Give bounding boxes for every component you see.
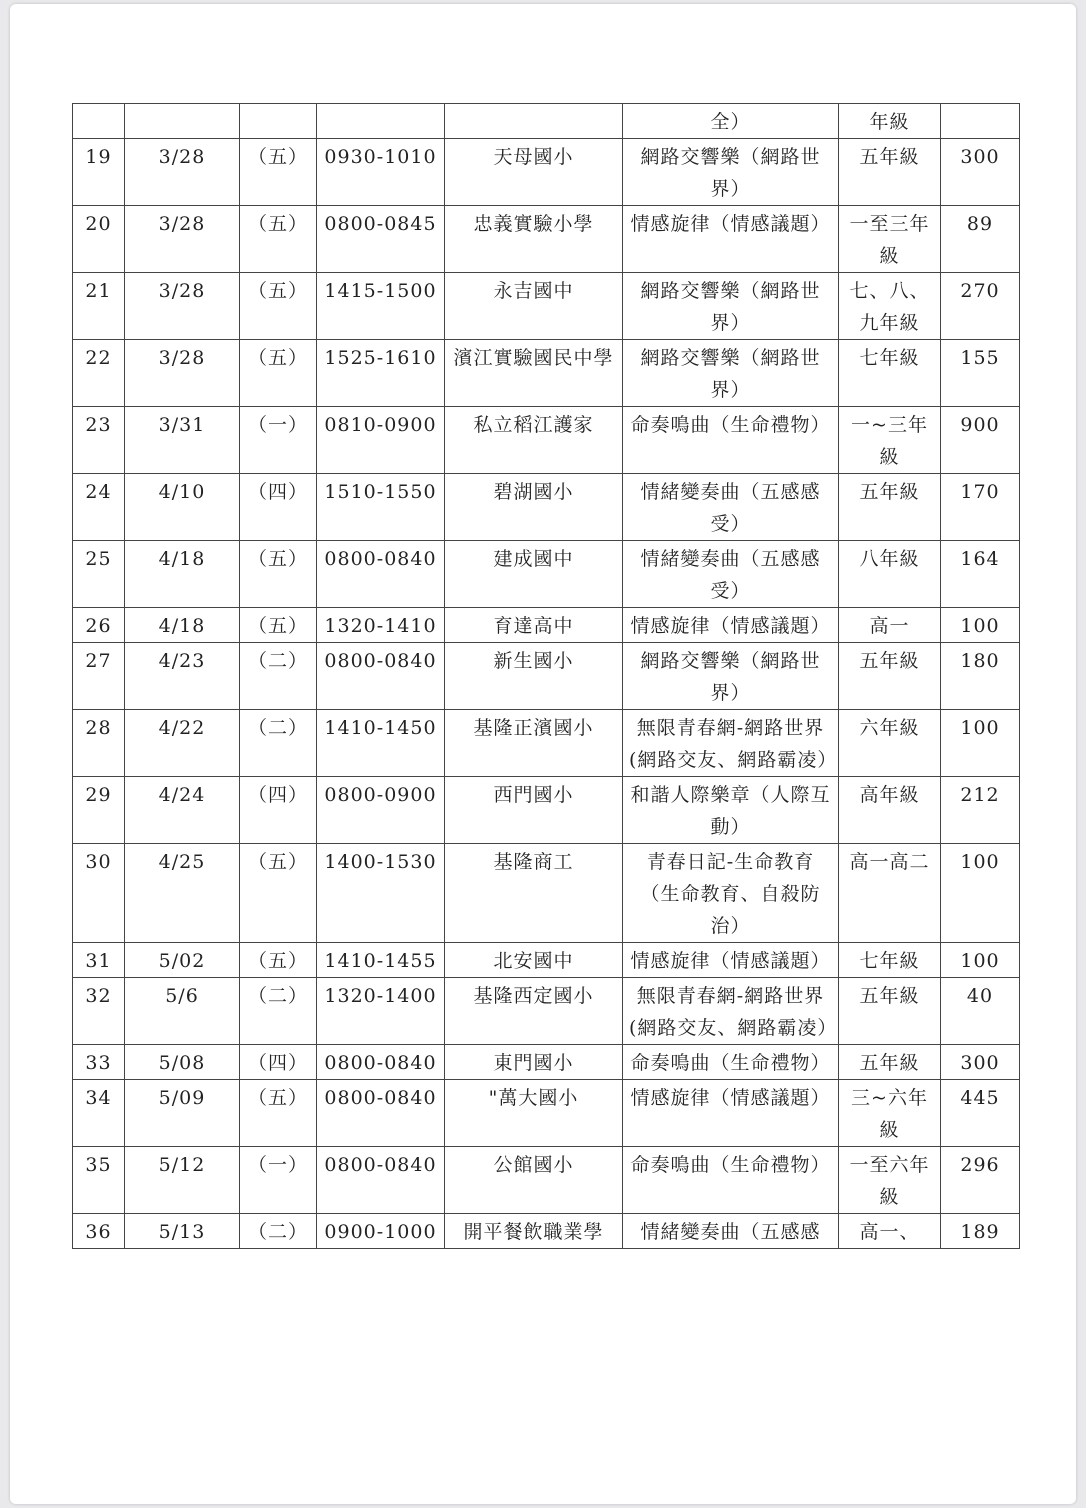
- cell-day: （一）: [240, 1147, 317, 1214]
- cell-date: 4/18: [125, 541, 240, 608]
- cell-grade: 高一、: [839, 1214, 941, 1249]
- cell-count: 89: [941, 206, 1020, 273]
- cell-school: 開平餐飲職業學: [445, 1214, 623, 1249]
- cell-time: 0800-0840: [317, 541, 445, 608]
- cell-topic: 情感旋律（情感議題）: [623, 608, 839, 643]
- cell-time: 1410-1450: [317, 710, 445, 777]
- table-row: [73, 643, 1020, 710]
- cell-topic: 網路交響樂（網路世界）: [623, 340, 839, 407]
- cell-date: 3/28: [125, 273, 240, 340]
- cell-topic: 命奏鳴曲（生命禮物）: [623, 407, 839, 474]
- cell-date: 5/13: [125, 1214, 240, 1249]
- cell-no: 35: [73, 1147, 125, 1214]
- cell-no: 19: [73, 139, 125, 206]
- cell-no: [73, 104, 125, 139]
- cell-time: 1320-1400: [317, 978, 445, 1045]
- cell-school: [445, 104, 623, 139]
- cell-time: 0800-0840: [317, 1080, 445, 1147]
- cell-school: 基隆西定國小: [445, 978, 623, 1045]
- cell-grade: 七年級: [839, 943, 941, 978]
- cell-no: 20: [73, 206, 125, 273]
- cell-day: （二）: [240, 710, 317, 777]
- cell-topic: 和諧人際樂章（人際互動）: [623, 777, 839, 844]
- cell-date: 5/6: [125, 978, 240, 1045]
- cell-date: [125, 104, 240, 139]
- cell-school: 育達高中: [445, 608, 623, 643]
- cell-topic: 青春日記-生命教育（生命教育、自殺防治）: [623, 844, 839, 943]
- cell-count: 189: [941, 1214, 1020, 1249]
- cell-grade: 一~三年級: [839, 407, 941, 474]
- cell-grade: 高一高二: [839, 844, 941, 943]
- cell-date: 4/24: [125, 777, 240, 844]
- cell-no: 32: [73, 978, 125, 1045]
- cell-grade: 五年級: [839, 978, 941, 1045]
- cell-no: 36: [73, 1214, 125, 1249]
- cell-count: 170: [941, 474, 1020, 541]
- cell-time: 0930-1010: [317, 139, 445, 206]
- cell-school: 基隆正濱國小: [445, 710, 623, 777]
- cell-date: 3/28: [125, 340, 240, 407]
- cell-date: 5/09: [125, 1080, 240, 1147]
- table-row: [73, 710, 1020, 777]
- cell-count: 300: [941, 1045, 1020, 1080]
- table-row: [73, 777, 1020, 844]
- continued-row: [73, 104, 1020, 139]
- cell-no: 29: [73, 777, 125, 844]
- cell-grade: 六年級: [839, 710, 941, 777]
- cell-school: 永吉國中: [445, 273, 623, 340]
- table-row: [73, 844, 1020, 943]
- cell-no: 27: [73, 643, 125, 710]
- cell-school: 北安國中: [445, 943, 623, 978]
- cell-no: 34: [73, 1080, 125, 1147]
- cell-grade: 高年級: [839, 777, 941, 844]
- cell-grade: 五年級: [839, 643, 941, 710]
- table-row: [73, 1147, 1020, 1214]
- table-row: [73, 1214, 1020, 1249]
- cell-day: （二）: [240, 643, 317, 710]
- cell-date: 4/22: [125, 710, 240, 777]
- cell-school: 天母國小: [445, 139, 623, 206]
- cell-school: 東門國小: [445, 1045, 623, 1080]
- cell-grade: 五年級: [839, 1045, 941, 1080]
- cell-no: 23: [73, 407, 125, 474]
- cell-day: （五）: [240, 608, 317, 643]
- cell-topic: 網路交響樂（網路世界）: [623, 643, 839, 710]
- cell-topic: 情緒變奏曲（五感感受）: [623, 541, 839, 608]
- cell-time: 0800-0840: [317, 643, 445, 710]
- cell-no: 28: [73, 710, 125, 777]
- cell-count: 900: [941, 407, 1020, 474]
- cell-grade: 一至六年級: [839, 1147, 941, 1214]
- schedule-body: [73, 104, 1020, 1249]
- cell-count: 445: [941, 1080, 1020, 1147]
- cell-time: 0800-0845: [317, 206, 445, 273]
- cell-grade: 八年級: [839, 541, 941, 608]
- cell-day: （二）: [240, 978, 317, 1045]
- cell-date: 3/28: [125, 139, 240, 206]
- cell-date: 4/10: [125, 474, 240, 541]
- cell-count: 296: [941, 1147, 1020, 1214]
- table-row: [73, 474, 1020, 541]
- cell-time: 1510-1550: [317, 474, 445, 541]
- schedule-table: [72, 103, 1020, 1249]
- cell-day: （四）: [240, 777, 317, 844]
- table-row: [73, 340, 1020, 407]
- cell-time: 1410-1455: [317, 943, 445, 978]
- cell-day: （四）: [240, 1045, 317, 1080]
- cell-topic: 網路交響樂（網路世界）: [623, 139, 839, 206]
- cell-school: 公館國小: [445, 1147, 623, 1214]
- cell-grade: 五年級: [839, 139, 941, 206]
- cell-grade: 七、八、九年級: [839, 273, 941, 340]
- cell-count: 100: [941, 710, 1020, 777]
- cell-day: [240, 104, 317, 139]
- cell-school: 西門國小: [445, 777, 623, 844]
- cell-topic: 無限青春網-網路世界(網路交友、網路霸凌）: [623, 978, 839, 1045]
- cell-time: 1525-1610: [317, 340, 445, 407]
- cell-time: 1400-1530: [317, 844, 445, 943]
- cell-no: 30: [73, 844, 125, 943]
- table-row: [73, 541, 1020, 608]
- cell-no: 24: [73, 474, 125, 541]
- cell-topic: 情感旋律（情感議題）: [623, 1080, 839, 1147]
- cell-time: 0800-0900: [317, 777, 445, 844]
- cell-no: 22: [73, 340, 125, 407]
- cell-no: 33: [73, 1045, 125, 1080]
- cell-time: [317, 104, 445, 139]
- table-row: [73, 407, 1020, 474]
- cell-day: （一）: [240, 407, 317, 474]
- cell-topic: 情緒變奏曲（五感感: [623, 1214, 839, 1249]
- cell-topic: 命奏鳴曲（生命禮物）: [623, 1045, 839, 1080]
- cell-time: 1320-1410: [317, 608, 445, 643]
- cell-time: 0810-0900: [317, 407, 445, 474]
- cell-day: （五）: [240, 340, 317, 407]
- cell-school: 基隆商工: [445, 844, 623, 943]
- cell-school: 碧湖國小: [445, 474, 623, 541]
- cell-day: （五）: [240, 1080, 317, 1147]
- cell-time: 0800-0840: [317, 1045, 445, 1080]
- cell-count: 40: [941, 978, 1020, 1045]
- cell-topic: 情緒變奏曲（五感感受）: [623, 474, 839, 541]
- cell-date: 5/02: [125, 943, 240, 978]
- cell-no: 25: [73, 541, 125, 608]
- cell-grade: 三~六年級: [839, 1080, 941, 1147]
- cell-day: （五）: [240, 206, 317, 273]
- cell-school: 私立稻江護家: [445, 407, 623, 474]
- cell-time: 1415-1500: [317, 273, 445, 340]
- cell-day: （五）: [240, 273, 317, 340]
- cell-count: 164: [941, 541, 1020, 608]
- cell-count: 300: [941, 139, 1020, 206]
- cell-topic: 無限青春網-網路世界(網路交友、網路霸凌）: [623, 710, 839, 777]
- cell-day: （五）: [240, 139, 317, 206]
- table-row: [73, 206, 1020, 273]
- cell-topic: 網路交響樂（網路世界）: [623, 273, 839, 340]
- cell-date: 4/18: [125, 608, 240, 643]
- cell-count: 212: [941, 777, 1020, 844]
- table-row: [73, 1045, 1020, 1080]
- cell-count: 155: [941, 340, 1020, 407]
- cell-school: 忠義實驗小學: [445, 206, 623, 273]
- cell-grade: 一至三年級: [839, 206, 941, 273]
- cell-grade: 年級: [839, 104, 941, 139]
- cell-grade: 七年級: [839, 340, 941, 407]
- cell-no: 26: [73, 608, 125, 643]
- cell-grade: 高一: [839, 608, 941, 643]
- cell-topic: 情感旋律（情感議題）: [623, 206, 839, 273]
- cell-count: [941, 104, 1020, 139]
- cell-count: 180: [941, 643, 1020, 710]
- cell-day: （五）: [240, 844, 317, 943]
- cell-school: "萬大國小: [445, 1080, 623, 1147]
- cell-day: （五）: [240, 541, 317, 608]
- cell-date: 3/28: [125, 206, 240, 273]
- cell-no: 31: [73, 943, 125, 978]
- cell-topic: 全）: [623, 104, 839, 139]
- cell-date: 3/31: [125, 407, 240, 474]
- cell-topic: 情感旋律（情感議題）: [623, 943, 839, 978]
- table-row: [73, 1080, 1020, 1147]
- table-row: [73, 608, 1020, 643]
- cell-topic: 命奏鳴曲（生命禮物）: [623, 1147, 839, 1214]
- cell-count: 270: [941, 273, 1020, 340]
- cell-school: 建成國中: [445, 541, 623, 608]
- cell-date: 4/23: [125, 643, 240, 710]
- cell-school: 濱江實驗國民中學: [445, 340, 623, 407]
- cell-count: 100: [941, 608, 1020, 643]
- cell-grade: 五年級: [839, 474, 941, 541]
- table-row: [73, 139, 1020, 206]
- cell-day: （二）: [240, 1214, 317, 1249]
- cell-date: 5/08: [125, 1045, 240, 1080]
- table-row: [73, 273, 1020, 340]
- cell-count: 100: [941, 844, 1020, 943]
- document-page: [10, 4, 1076, 1504]
- table-row: [73, 978, 1020, 1045]
- cell-count: 100: [941, 943, 1020, 978]
- table-row: [73, 943, 1020, 978]
- cell-date: 5/12: [125, 1147, 240, 1214]
- cell-time: 0900-1000: [317, 1214, 445, 1249]
- cell-time: 0800-0840: [317, 1147, 445, 1214]
- cell-day: （五）: [240, 943, 317, 978]
- cell-date: 4/25: [125, 844, 240, 943]
- cell-no: 21: [73, 273, 125, 340]
- cell-day: （四）: [240, 474, 317, 541]
- cell-school: 新生國小: [445, 643, 623, 710]
